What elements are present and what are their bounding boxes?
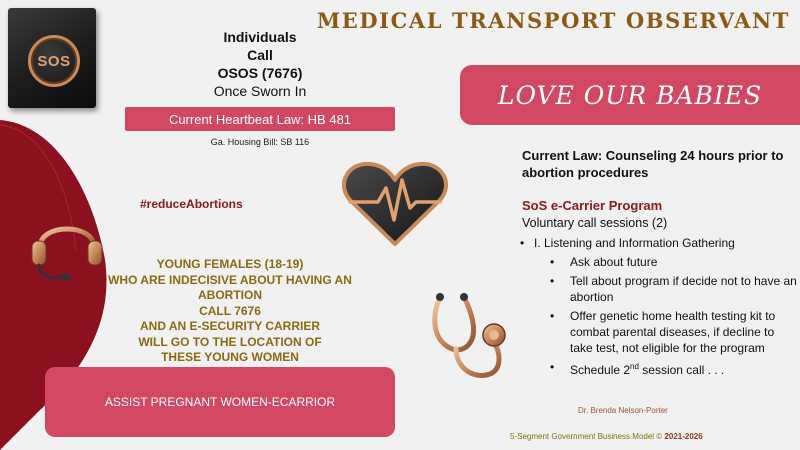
bullet-icon: • bbox=[550, 255, 555, 269]
list-item-level1 bbox=[520, 235, 798, 251]
call-line-1: Individuals bbox=[223, 29, 297, 45]
bullet-icon: • bbox=[550, 274, 555, 288]
list-item bbox=[550, 308, 798, 356]
young-females-block bbox=[80, 257, 380, 366]
footer bbox=[510, 432, 703, 441]
page-title: MEDICAL TRANSPORT OBSERVANT bbox=[316, 8, 790, 33]
young-line-1: YOUNG FEMALES (18-19) bbox=[156, 257, 304, 271]
sos-label: SOS bbox=[37, 52, 71, 70]
love-banner-label: LOVE OUR BABIES bbox=[497, 80, 763, 110]
list-item bbox=[550, 273, 798, 305]
assist-bar-label: ASSIST PREGNANT WOMEN-ECARRIOR bbox=[104, 395, 336, 409]
program-list bbox=[520, 235, 798, 381]
young-line-5: AND AN E-SECURITY CARRIER bbox=[139, 319, 320, 333]
list-item-label: Ask about future bbox=[570, 255, 658, 269]
program-title: SoS e-Carrier Program bbox=[522, 198, 663, 213]
heart-heartbeat-icon bbox=[340, 158, 450, 248]
young-line-7: THESE YOUNG WOMEN bbox=[161, 350, 299, 364]
call-line-4: Once Sworn In bbox=[213, 83, 307, 99]
young-line-6: WILL GO TO THE LOCATION OF bbox=[138, 334, 322, 349]
bullet-icon: • bbox=[550, 360, 555, 374]
heartbeat-law-label: Current Heartbeat Law: HB 481 bbox=[168, 111, 352, 127]
young-line-4: CALL 7676 bbox=[199, 303, 261, 318]
program-subtitle: Voluntary call sessions (2) bbox=[522, 216, 668, 230]
bullet-icon: • bbox=[520, 236, 525, 250]
list-item bbox=[550, 254, 798, 270]
list-item-label: Offer genetic home health testing kit to combat parental diseases, if decline to take test, not eligible for the program bbox=[570, 309, 776, 355]
list-item-label: Schedule 2nd session call . . . bbox=[570, 362, 725, 377]
call-line-2: Call bbox=[247, 47, 273, 63]
housing-bill: Ga. Housing Bill: SB 116 bbox=[210, 137, 310, 147]
call-block bbox=[160, 28, 360, 100]
young-line-2: WHO ARE INDECISIVE ABOUT HAVING AN bbox=[108, 272, 352, 287]
hashtag: #reduceAbortions bbox=[140, 197, 243, 211]
sub-list bbox=[550, 254, 798, 378]
heartbeat-law-bar bbox=[125, 107, 395, 131]
call-line-3: OSOS (7676) bbox=[217, 65, 303, 81]
author: Dr. Brenda Nelson-Porter bbox=[578, 406, 668, 415]
assist-bar bbox=[45, 367, 395, 437]
young-line-3: ABORTION bbox=[198, 288, 262, 302]
love-banner bbox=[460, 65, 800, 125]
current-law: Current Law: Counseling 24 hours prior to abortion procedures bbox=[522, 148, 784, 180]
bullet-icon: • bbox=[550, 309, 555, 323]
list-item bbox=[550, 359, 798, 378]
footer-years: 2021-2026 bbox=[664, 432, 703, 441]
stethoscope-icon bbox=[418, 285, 518, 390]
footer-text: 5-Segment Government Business Model © bbox=[510, 432, 665, 441]
sos-icon bbox=[28, 35, 80, 87]
list-item-level1-label: I. Listening and Information Gathering bbox=[534, 236, 735, 250]
list-item-label: Tell about program if decide not to have an abortion bbox=[570, 274, 797, 304]
